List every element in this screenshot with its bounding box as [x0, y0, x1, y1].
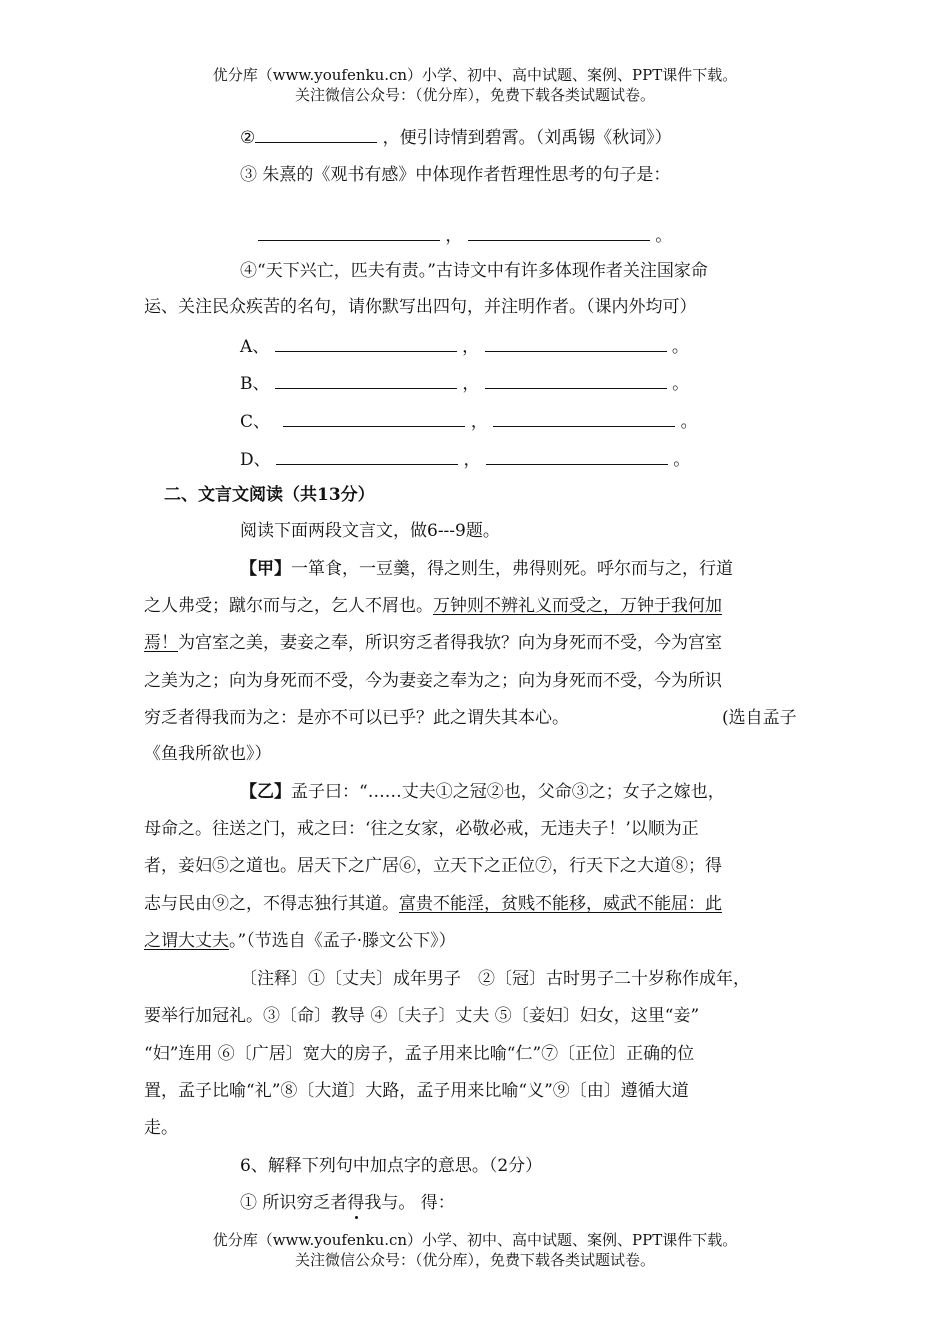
blank-d-1[interactable]: [276, 448, 458, 465]
blank-item-3-b[interactable]: [468, 224, 650, 241]
yi-line-1: [240, 781, 725, 803]
item-2-marker: ②: [240, 128, 256, 148]
section-2-intro: 阅读下面两段文言文，做6---9题。: [240, 521, 500, 541]
jia-line-1-text: 一箪食，一豆羹，得之则生，弗得则死。呼尔而与之，行道: [291, 559, 733, 579]
comma: ，: [445, 226, 463, 246]
note-line-1: 〔注释〕①〔丈夫〕成年男子 ②〔冠〕古时男子二十岁称作成年，: [240, 969, 750, 989]
period: 。: [655, 226, 673, 246]
question-6-item-1: [240, 1192, 455, 1214]
yi-line-5-text: 。”（节选自《孟子·滕文公下》）: [229, 931, 456, 951]
period: 。: [680, 412, 698, 432]
period: 。: [673, 450, 691, 470]
comma: ，: [462, 337, 480, 357]
yi-underlined-2: 之谓大丈夫: [144, 931, 229, 951]
yi-line-3: 者，妾妇⑤之道也。居天下之广居⑥，立天下之正位⑦，行天下之大道⑧；得: [144, 856, 722, 876]
jia-line-2-text: 之人弗受；蹴尔而与之，乞人不屑也。: [144, 596, 433, 616]
jia-line-3: [144, 632, 722, 654]
jia-source: (选自孟子: [722, 708, 797, 728]
jia-line-4: 之美为之；向为身死而不受，今为妻妾之奉为之；向为身死而不受，今为所识: [144, 671, 722, 691]
blank-b-1[interactable]: [275, 372, 457, 389]
yi-line-1-text: 孟子曰：“……丈夫①之冠②也，父命③之；女子之嫁也，: [291, 782, 725, 802]
poem-item-4-line-2: 运、关注民众疾苦的名句，请你默写出四句，并注明作者。（课内外均可）: [144, 297, 697, 317]
poem-item-4-line-1: ④“天下兴亡，匹夫有责。”古诗文中有许多体现作者关注国家命: [240, 261, 708, 281]
option-a: [240, 335, 689, 358]
yi-line-5: [144, 930, 456, 952]
note-line-3: “妇”连用 ⑥〔广居〕宽大的房子，孟子用来比喻“仁”⑦〔正位〕正确的位: [144, 1044, 695, 1064]
jia-line-2: [144, 595, 722, 617]
blank-c-1[interactable]: [283, 410, 465, 427]
item-2-text: ，便引诗情到碧霄。（刘禹锡《秋词》）: [382, 128, 672, 148]
poem-item-3: ③ 朱熹的《观书有感》中体现作者哲理性思考的句子是：: [240, 165, 671, 185]
yi-line-4-text: 志与民由⑨之，不得志独行其道。: [144, 894, 399, 914]
yi-underlined-1: 富贵不能淫，贫贱不能移，威武不能屈：此: [399, 894, 722, 914]
option-c-label: C、: [240, 412, 271, 432]
blank-a-1[interactable]: [275, 335, 457, 352]
header-line-1: 优分库（www.youfenku.cn）小学、初中、高中试题、案例、PPT课件下载。: [212, 66, 738, 84]
option-a-label: A、: [240, 337, 270, 357]
header-line-2: 关注微信公众号：（优分库），免费下载各类试题试卷。: [294, 86, 655, 104]
comma: ，: [463, 450, 481, 470]
footer-line-2: 关注微信公众号：（优分库），免费下载各类试题试卷。: [294, 1251, 655, 1269]
yi-label: 【乙】: [240, 782, 291, 802]
option-b-label: B、: [240, 374, 270, 394]
jia-underlined-1: 万钟则不辨礼义而受之，万钟于我何加: [433, 596, 722, 616]
q6-item-1-text-a: ① 所识穷乏者: [240, 1193, 348, 1213]
option-b: [240, 372, 689, 395]
note-line-2: 要举行加冠礼。③〔命〕教导 ④〔夫子〕丈夫 ⑤〔妾妇〕妇女，这里“妾”: [144, 1006, 700, 1026]
blank-c-2[interactable]: [493, 410, 675, 427]
period: 。: [672, 374, 690, 394]
jia-line-3-text: 为宫室之美，妻妾之奉，所识穷乏者得我欤？向为身死而不受，今为宫室: [178, 633, 722, 653]
poem-item-2: [240, 126, 672, 149]
blank-item-2[interactable]: [255, 126, 377, 143]
jia-label: 【甲】: [240, 559, 291, 579]
dotted-character: 得: [347, 1193, 365, 1213]
yi-line-2: 母命之。往送之门，戒之曰：‘往之女家，必敬必戒，无违夫子！’以顺为正: [144, 819, 699, 839]
section-2-heading: 二、文言文阅读（共13分）: [164, 485, 375, 505]
option-c: [240, 410, 698, 433]
jia-line-5: 穷乏者得我而为之：是亦不可以已乎？此之谓失其本心。: [144, 708, 569, 728]
option-d: [240, 448, 690, 471]
question-6: 6、解释下列句中加点字的意思。（2分）: [240, 1156, 543, 1176]
jia-line-6: 《鱼我所欲也》）: [144, 744, 272, 764]
blank-b-2[interactable]: [485, 372, 667, 389]
poem-item-3-answer: [258, 224, 672, 247]
footer-line-1: 优分库（www.youfenku.cn）小学、初中、高中试题、案例、PPT课件下载。: [212, 1231, 738, 1249]
jia-line-1: [240, 558, 733, 580]
jia-underlined-2: 焉！: [144, 633, 178, 653]
comma: ，: [462, 374, 480, 394]
blank-a-2[interactable]: [485, 335, 667, 352]
comma: ，: [470, 412, 488, 432]
period: 。: [671, 337, 689, 357]
blank-item-3-a[interactable]: [258, 224, 440, 241]
note-line-5: 走。: [144, 1118, 178, 1138]
yi-line-4: [144, 893, 722, 915]
option-d-label: D、: [240, 450, 271, 470]
note-line-4: 置，孟子比喻“礼”⑧〔大道〕大路，孟子用来比喻“义”⑨〔由〕遵循大道: [144, 1081, 689, 1101]
q6-item-1-text-b: 我与。 得：: [364, 1193, 455, 1213]
blank-d-2[interactable]: [486, 448, 668, 465]
